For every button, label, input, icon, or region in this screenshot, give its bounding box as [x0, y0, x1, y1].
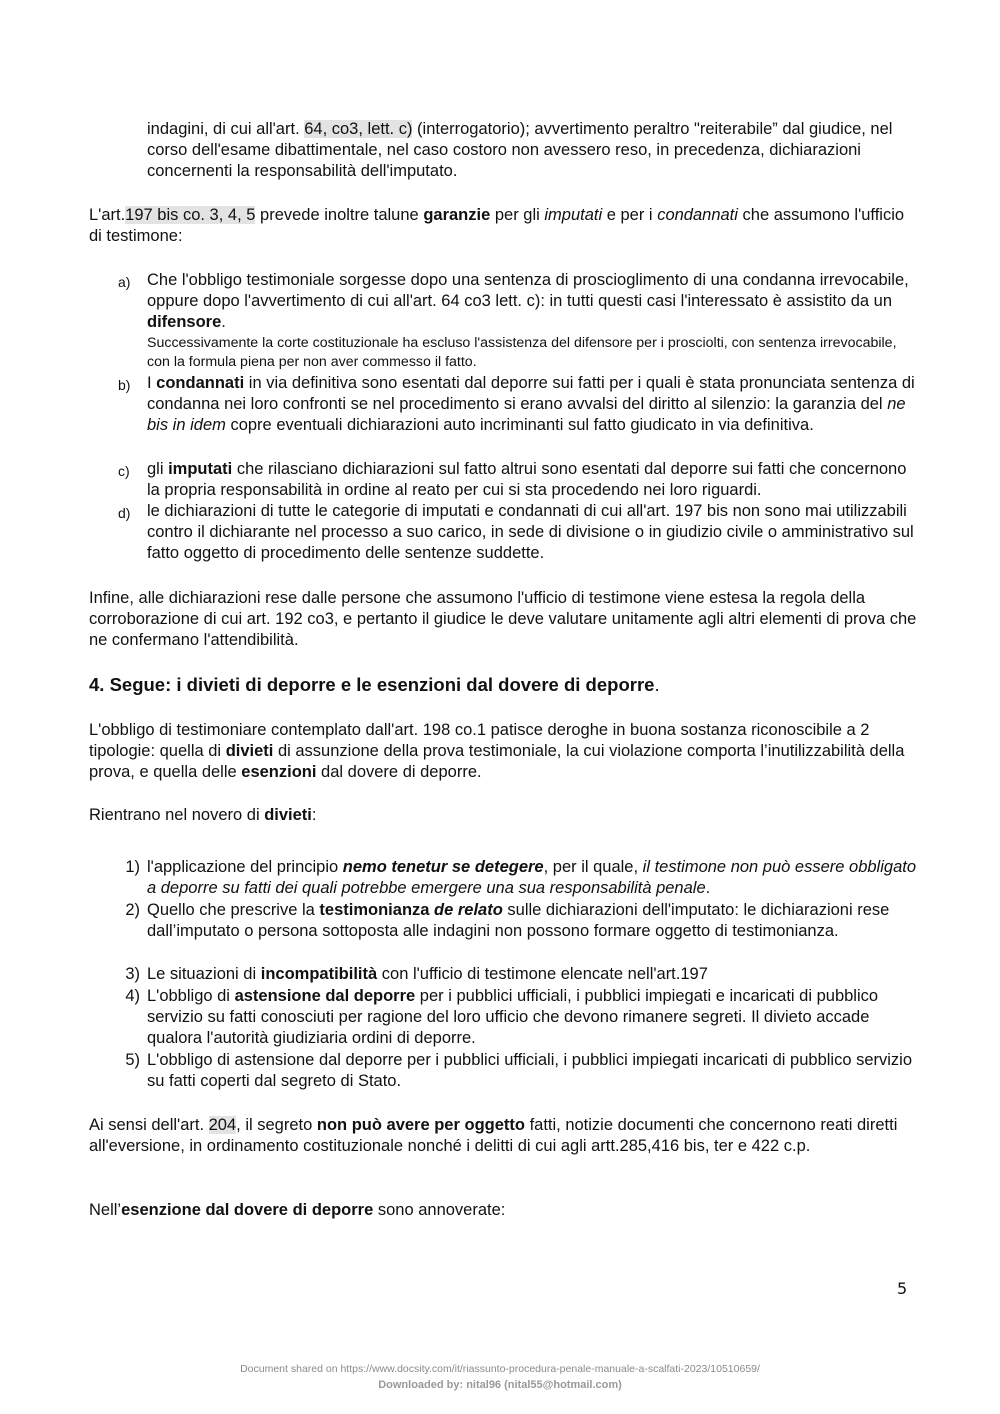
text: con l'ufficio di testimone elencate nell'art.197 — [377, 965, 708, 983]
text: che rilasciano dichiarazioni sul fatto altrui sono esentati dal deporre sui fatti che concernono la propria responsabilità in ordine al reato per cui si sta procedendo nei loro riguardi. — [147, 460, 907, 499]
text: le dichiarazioni di tutte le categorie di imputati e condannati di cui all'art. 197 bis non sono mai utilizzabili contro il dichiarante nel processo a suo carico, in sede di divisione o in giudizio civile o amministrativo sul fatto oggetto di procedimento delle sentenze suddette. — [147, 502, 914, 562]
footer-shared-link[interactable]: Document shared on https://www.docsity.com/it/riassunto-procedura-penale-manuale-a-scalfati-2023/10510659/ — [240, 1363, 760, 1375]
text: per i pubblici ufficiali, i pubblici impiegati e incaricati di pubblico servizio su fatti conosciuti per ragione del loro ufficio che devono rimanere segreti. Il divieto accade qualora l'autorità giudiziaria ordini di deporre. — [147, 987, 879, 1047]
text: , il segreto — [236, 1116, 317, 1134]
bold-term: difensore — [147, 313, 222, 331]
italic-term: condannati — [657, 206, 738, 224]
intro-paragraph — [147, 119, 917, 182]
bold-italic-term: nemo tenetur se detegere — [342, 858, 544, 876]
text: per gli — [490, 206, 545, 224]
list-label: b) — [118, 377, 131, 393]
text: dal dovere di deporre. — [316, 763, 482, 781]
article-reference: 197 bis co. 3, 4, 5 — [125, 206, 256, 224]
list-item — [147, 459, 917, 501]
list-item — [147, 501, 917, 564]
list-label: c) — [118, 463, 130, 479]
footer-downloaded: Downloaded by: nital96 (nital55@hotmail.com) — [378, 1379, 622, 1391]
list-item — [147, 270, 917, 333]
page-number: 5 — [897, 1279, 908, 1298]
bold-term: divieti — [225, 742, 274, 760]
bold-term: divieti — [264, 806, 312, 824]
article-reference: 204 — [208, 1116, 237, 1134]
footnote-text: Successivamente la corte costituzionale ha escluso l'assistenza del difensore per i prosciolti, con sentenza irrevocabile, con la formula piena per non aver commesso il fatto. — [147, 335, 897, 370]
list-label: 3) — [125, 965, 140, 983]
esenzione-paragraph — [89, 1200, 919, 1221]
obbligo-paragraph — [89, 720, 919, 783]
text: sulle dichiarazioni dell'imputato: le dichiarazioni rese dall’imputato o persona sottoposta alle indagini non possono formare oggetto di testimonianza. — [147, 901, 890, 940]
text: L'obbligo di astensione dal deporre per i pubblici ufficiali, i pubblici impiegati incaricati di pubblico servizio su fatti coperti dal segreto di Stato. — [147, 1051, 913, 1090]
text: : — [311, 806, 317, 824]
intro-text: indagini, di cui all'art. — [147, 120, 305, 138]
art197-paragraph — [89, 205, 919, 247]
bold-term: esenzioni — [241, 763, 317, 781]
text: e per i — [602, 206, 658, 224]
list-item — [147, 964, 917, 985]
text: L'obbligo di testimoniare contemplato dall'art. 198 co.1 patisce deroghe in buona sostanza riconoscibile a 2 tipologie: quella di — [89, 721, 870, 760]
list-item — [147, 373, 917, 436]
text: l'applicazione del principio — [147, 858, 343, 876]
text: prevede inoltre talune — [255, 206, 424, 224]
bold-term: astensione dal deporre — [234, 987, 416, 1005]
text: . — [705, 879, 711, 897]
list-item — [147, 900, 917, 942]
bold-term: incompatibilità — [260, 965, 378, 983]
text: di assunzione della prova testimoniale, la cui violazione comporta l’inutilizzabilità della prova, e quella delle — [89, 742, 905, 781]
text: . — [221, 313, 226, 331]
text: fatti, notizie documenti che concernono reati diretti all'eversione, in ordinamento costituzionale nonché i delitti di cui agli artt.285,416 bis, ter e 422 c.p. — [89, 1116, 898, 1155]
heading-text: 4. Segue: i divieti di deporre e le esenzioni dal dovere di deporre — [89, 674, 655, 695]
italic-term: il testimone non può essere obbligato a deporre su fatti dei quali potrebbe emergere una sua responsabilità penale — [147, 858, 917, 897]
bold-term: non può avere per oggetto — [316, 1116, 525, 1134]
text: Quello che prescrive la — [147, 901, 320, 919]
rientrano-paragraph — [89, 805, 919, 826]
text: sono annoverate: — [373, 1201, 506, 1219]
bold-term: testimonianza — [319, 901, 435, 919]
bold-term: imputati — [168, 460, 233, 478]
text: L'art. — [89, 206, 126, 224]
italic-term: ne bis in idem — [147, 395, 906, 434]
text: gli — [147, 460, 169, 478]
list-label: a) — [118, 274, 131, 290]
text: Ai sensi dell'art. — [89, 1116, 209, 1134]
bold-term: condannati — [156, 374, 245, 392]
bold-term: garanzie — [423, 206, 491, 224]
section-heading — [89, 673, 660, 697]
list-label: 5) — [125, 1051, 140, 1069]
list-label: 1) — [125, 858, 140, 876]
list-label: 2) — [125, 901, 140, 919]
list-item — [147, 986, 917, 1049]
text: Rientrano nel novero di — [89, 806, 265, 824]
text: , per il quale, — [543, 858, 643, 876]
art204-paragraph — [89, 1115, 919, 1157]
italic-term: imputati — [544, 206, 603, 224]
list-label: d) — [118, 505, 131, 521]
article-reference: 64, co3, lett. c) — [304, 120, 413, 138]
text: che assumono l'ufficio di testimone: — [89, 206, 905, 245]
list-item — [147, 857, 917, 899]
bold-term: esenzione dal dovere di deporre — [121, 1201, 374, 1219]
list-label: 4) — [125, 987, 140, 1005]
infine-paragraph: Infine, alle dichiarazioni rese dalle persone che assumono l'ufficio di testimone viene estesa la regola della corroborazione di cui art. 192 co3, e pertanto il giudice le deve valutare unitamente agli altri elementi di prova che ne confermano l'attendibilità. — [89, 589, 917, 649]
text: I — [147, 374, 157, 392]
list-item — [147, 1050, 917, 1092]
text: Le situazioni di — [147, 965, 261, 983]
intro-text-end: (interrogatorio); avvertimento peraltro "reiterabile” dal giudice, nel corso dell'esame dibattimentale, nel caso costoro non avessero reso, in precedenza, dichiarazioni concernenti la responsabilità dell'imputato. — [147, 120, 893, 180]
bold-italic-term: de relato — [434, 901, 503, 919]
heading-dot: . — [654, 674, 660, 695]
text: Che l'obbligo testimoniale sorgesse dopo una sentenza di proscioglimento di una condanna irrevocabile, oppure dopo l'avvertimento di cui all'art. 64 co3 lett. c): in tutti questi casi l'interessato è assistito da un — [147, 271, 909, 310]
text: Nell’ — [89, 1201, 122, 1219]
text: in via definitiva sono esentati dal deporre sui fatti per i quali è stata pronunciata sentenza di condanna nei loro confronti se nel procedimento si erano avvalsi del diritto al silenzio: la garanzia del — [147, 374, 915, 413]
text: copre eventuali dichiarazioni auto incriminanti sul fatto giudicato in via definitiva. — [225, 416, 814, 434]
text: L'obbligo di — [147, 987, 235, 1005]
